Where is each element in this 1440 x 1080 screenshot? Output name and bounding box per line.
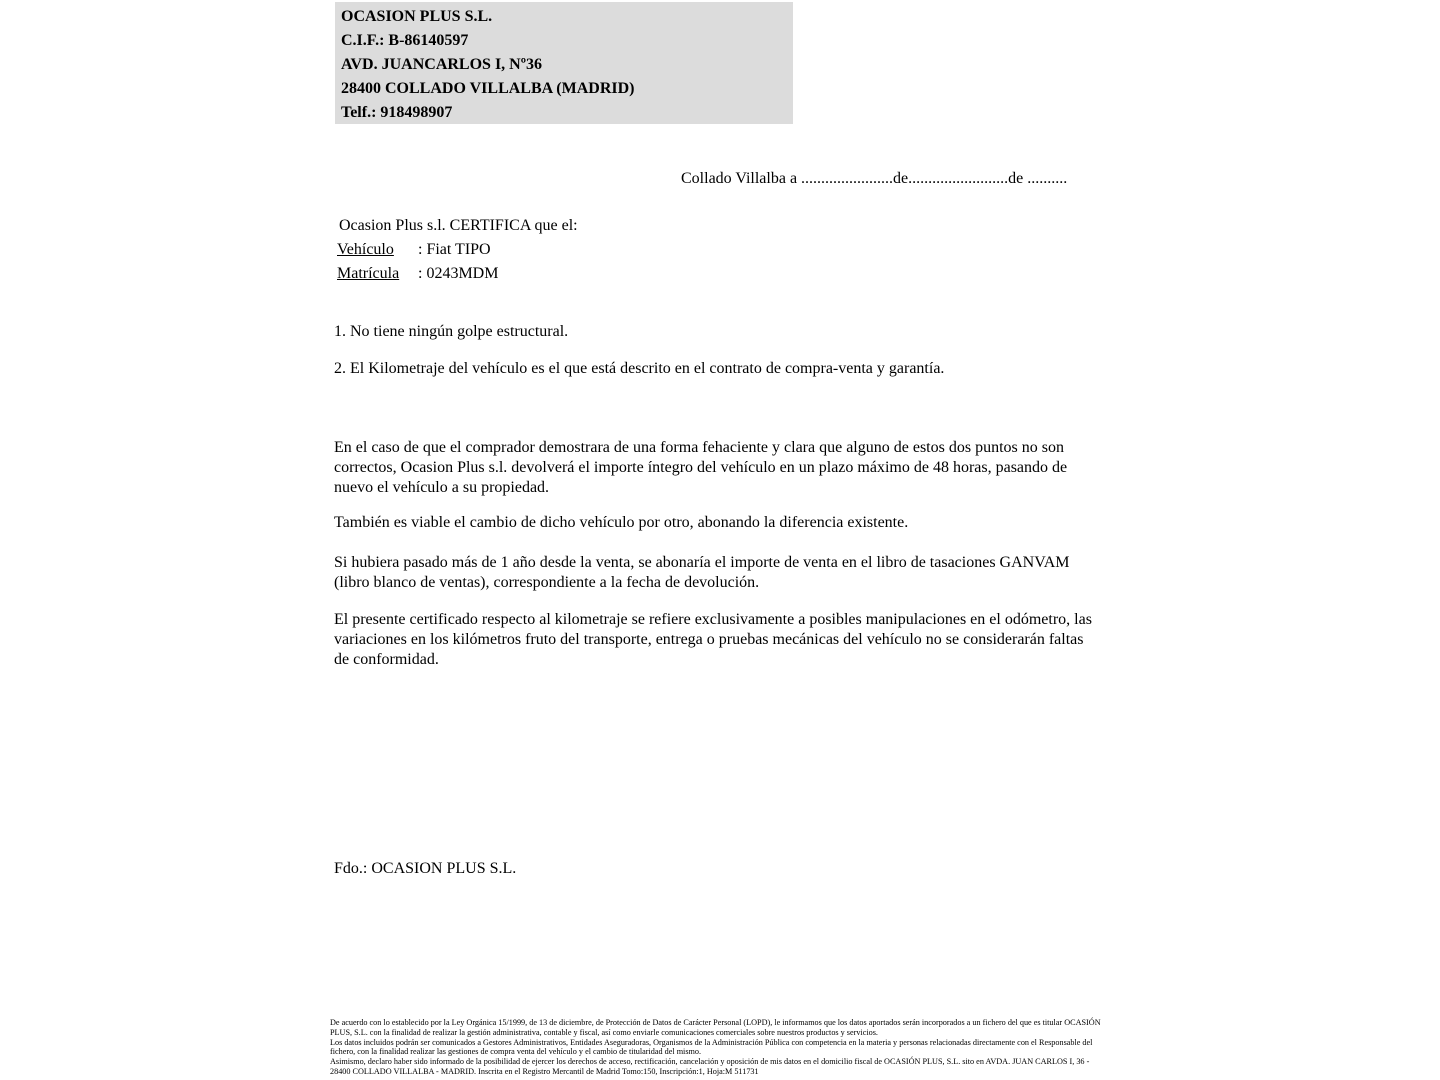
legal-paragraph-data-sharing: Los datos incluidos podrán ser comunicados a Gestores Administrativos, Entidades Aseguradoras, Organismos de la Administración Pública con competencia en la materia y personas relacionadas directamente con el Responsable del fichero, con la finalidad realizar las gestiones de compra venta del vehículo y el cambio de titularidad del mismo. [330,1037,1093,1057]
date-line: Collado Villalba a .......................de.........................de .......... [681,170,1068,187]
company-phone: Telf.: 918498907 [341,104,453,121]
plate-value: : 0243MDM [418,265,499,282]
vehicle-value: : Fiat TIPO [418,241,491,258]
legal-footer [330,1018,1102,1077]
paragraph-odometer-clause: El presente certificado respecto al kilometraje se refiere exclusivamente a posibles manipulaciones en el odómetro, las variaciones en los kilómetros fruto del transporte, entrega o pruebas mecánicas del vehículo no se considerarán faltas de conformidad. [334,611,1092,668]
certification-block [337,214,578,286]
vehicle-label: Vehículo [337,241,394,258]
company-city: 28400 COLLADO VILLALBA (MADRID) [341,80,635,97]
paragraph-exchange-clause: También es viable el cambio de dicho vehículo por otro, abonando la diferencia existente. [334,514,909,531]
paragraph-ganvam-clause: Si hubiera pasado más de 1 año desde la venta, se abonaría el importe de venta en el libro de tasaciones GANVAM (libro blanco de ventas), correspondiente a la fecha de devolución. [334,554,1070,591]
certified-point-2: 2. El Kilometraje del vehículo es el que está descrito en el contrato de compra-venta y garantía. [334,360,945,377]
plate-label: Matrícula [337,265,400,282]
company-header-box [335,2,793,124]
company-cif: C.I.F.: B-86140597 [341,32,469,49]
company-name: OCASION PLUS S.L. [341,8,493,25]
signature-line: Fdo.: OCASION PLUS S.L. [334,860,517,877]
legal-paragraph-lopd: De acuerdo con lo establecido por la Ley Orgánica 15/1999, de 13 de diciembre, de Protección de Datos de Carácter Personal (LOPD), le informamos que los datos aportados serán incorporados a un fichero del que es titular OCASIÓN PLUS, S.L. con la finalidad de realizar la gestión administrativa, contable y fiscal, así como enviarle comunicaciones comerciales sobre nuestros productos y servicios. [330,1018,1101,1037]
company-address: AVD. JUANCARLOS I, Nº36 [341,56,543,73]
vehicle-row [337,238,578,262]
certified-point-1: 1. No tiene ningún golpe estructural. [334,323,569,340]
paragraph-refund-clause: En el caso de que el comprador demostrara de una forma fehaciente y clara que alguno de estos dos puntos no son correctos, Ocasion Plus s.l. devolverá el importe íntegro del vehículo en un plazo máximo de 48 horas, pasando de nuevo el vehículo a su propiedad. [334,439,1068,496]
legal-paragraph-rights: Asimismo, declaro haber sido informado de la posibilidad de ejercer los derechos de acceso, rectificación, cancelación y oposición de mis datos en el domicilio fiscal de OCASIÓN PLUS, S.L. sito en AVDA. JUAN CARLOS I, 36 - 28400 COLLADO VILLALBA - MADRID. Inscrita en el Registro Mercantil de Madrid Tomo:150, Inscripción:1, Hoja:M 511731 [330,1057,1090,1076]
certifies-intro: Ocasion Plus s.l. CERTIFICA que el: [339,217,578,234]
plate-row [337,262,578,286]
